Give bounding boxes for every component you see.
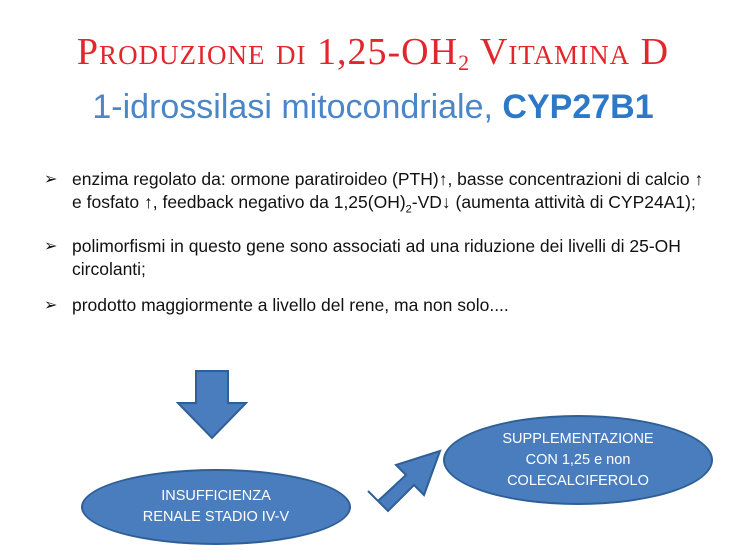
bullet-item: ➢ enzima regolato da: ormone paratiroideo (PTH)↑, basse concentrazioni di calcio ↑ e fosfato ↑, feedback negativo da $1,25(OH)_2-VD↓$ (aumenta attività di CYP24A1);	[44, 169, 704, 216]
arrowhead-bullet-icon: ➢	[44, 296, 58, 314]
arrowhead-bullet-icon: ➢	[44, 171, 58, 188]
kidney-failure-ellipse: INSUFFICIENZA RENALE STADIO IV-V	[81, 469, 351, 545]
slide-title: Produzione di $1,25-OH_2$ Vitamina D	[76, 31, 670, 75]
arrowhead-bullet-icon: ➢	[44, 237, 58, 255]
bullet-item: ➢ polimorfismi in questo gene sono associati ad una riduzione dei livelli di 25-OH circolanti;	[44, 235, 681, 279]
slide-subtitle: 1-idrossilasi mitocondriale, CYP27B1	[92, 88, 654, 126]
bullet-item: ➢ prodotto maggiormente a livello del rene, ma non solo....	[44, 294, 509, 315]
up-right-arrow-icon	[362, 447, 444, 517]
supplementation-ellipse: SUPPLEMENTAZIONE CON 1,25 e non COLECALCIFEROLO	[443, 415, 713, 505]
down-arrow-icon	[176, 370, 248, 440]
bullet-list	[44, 168, 704, 330]
